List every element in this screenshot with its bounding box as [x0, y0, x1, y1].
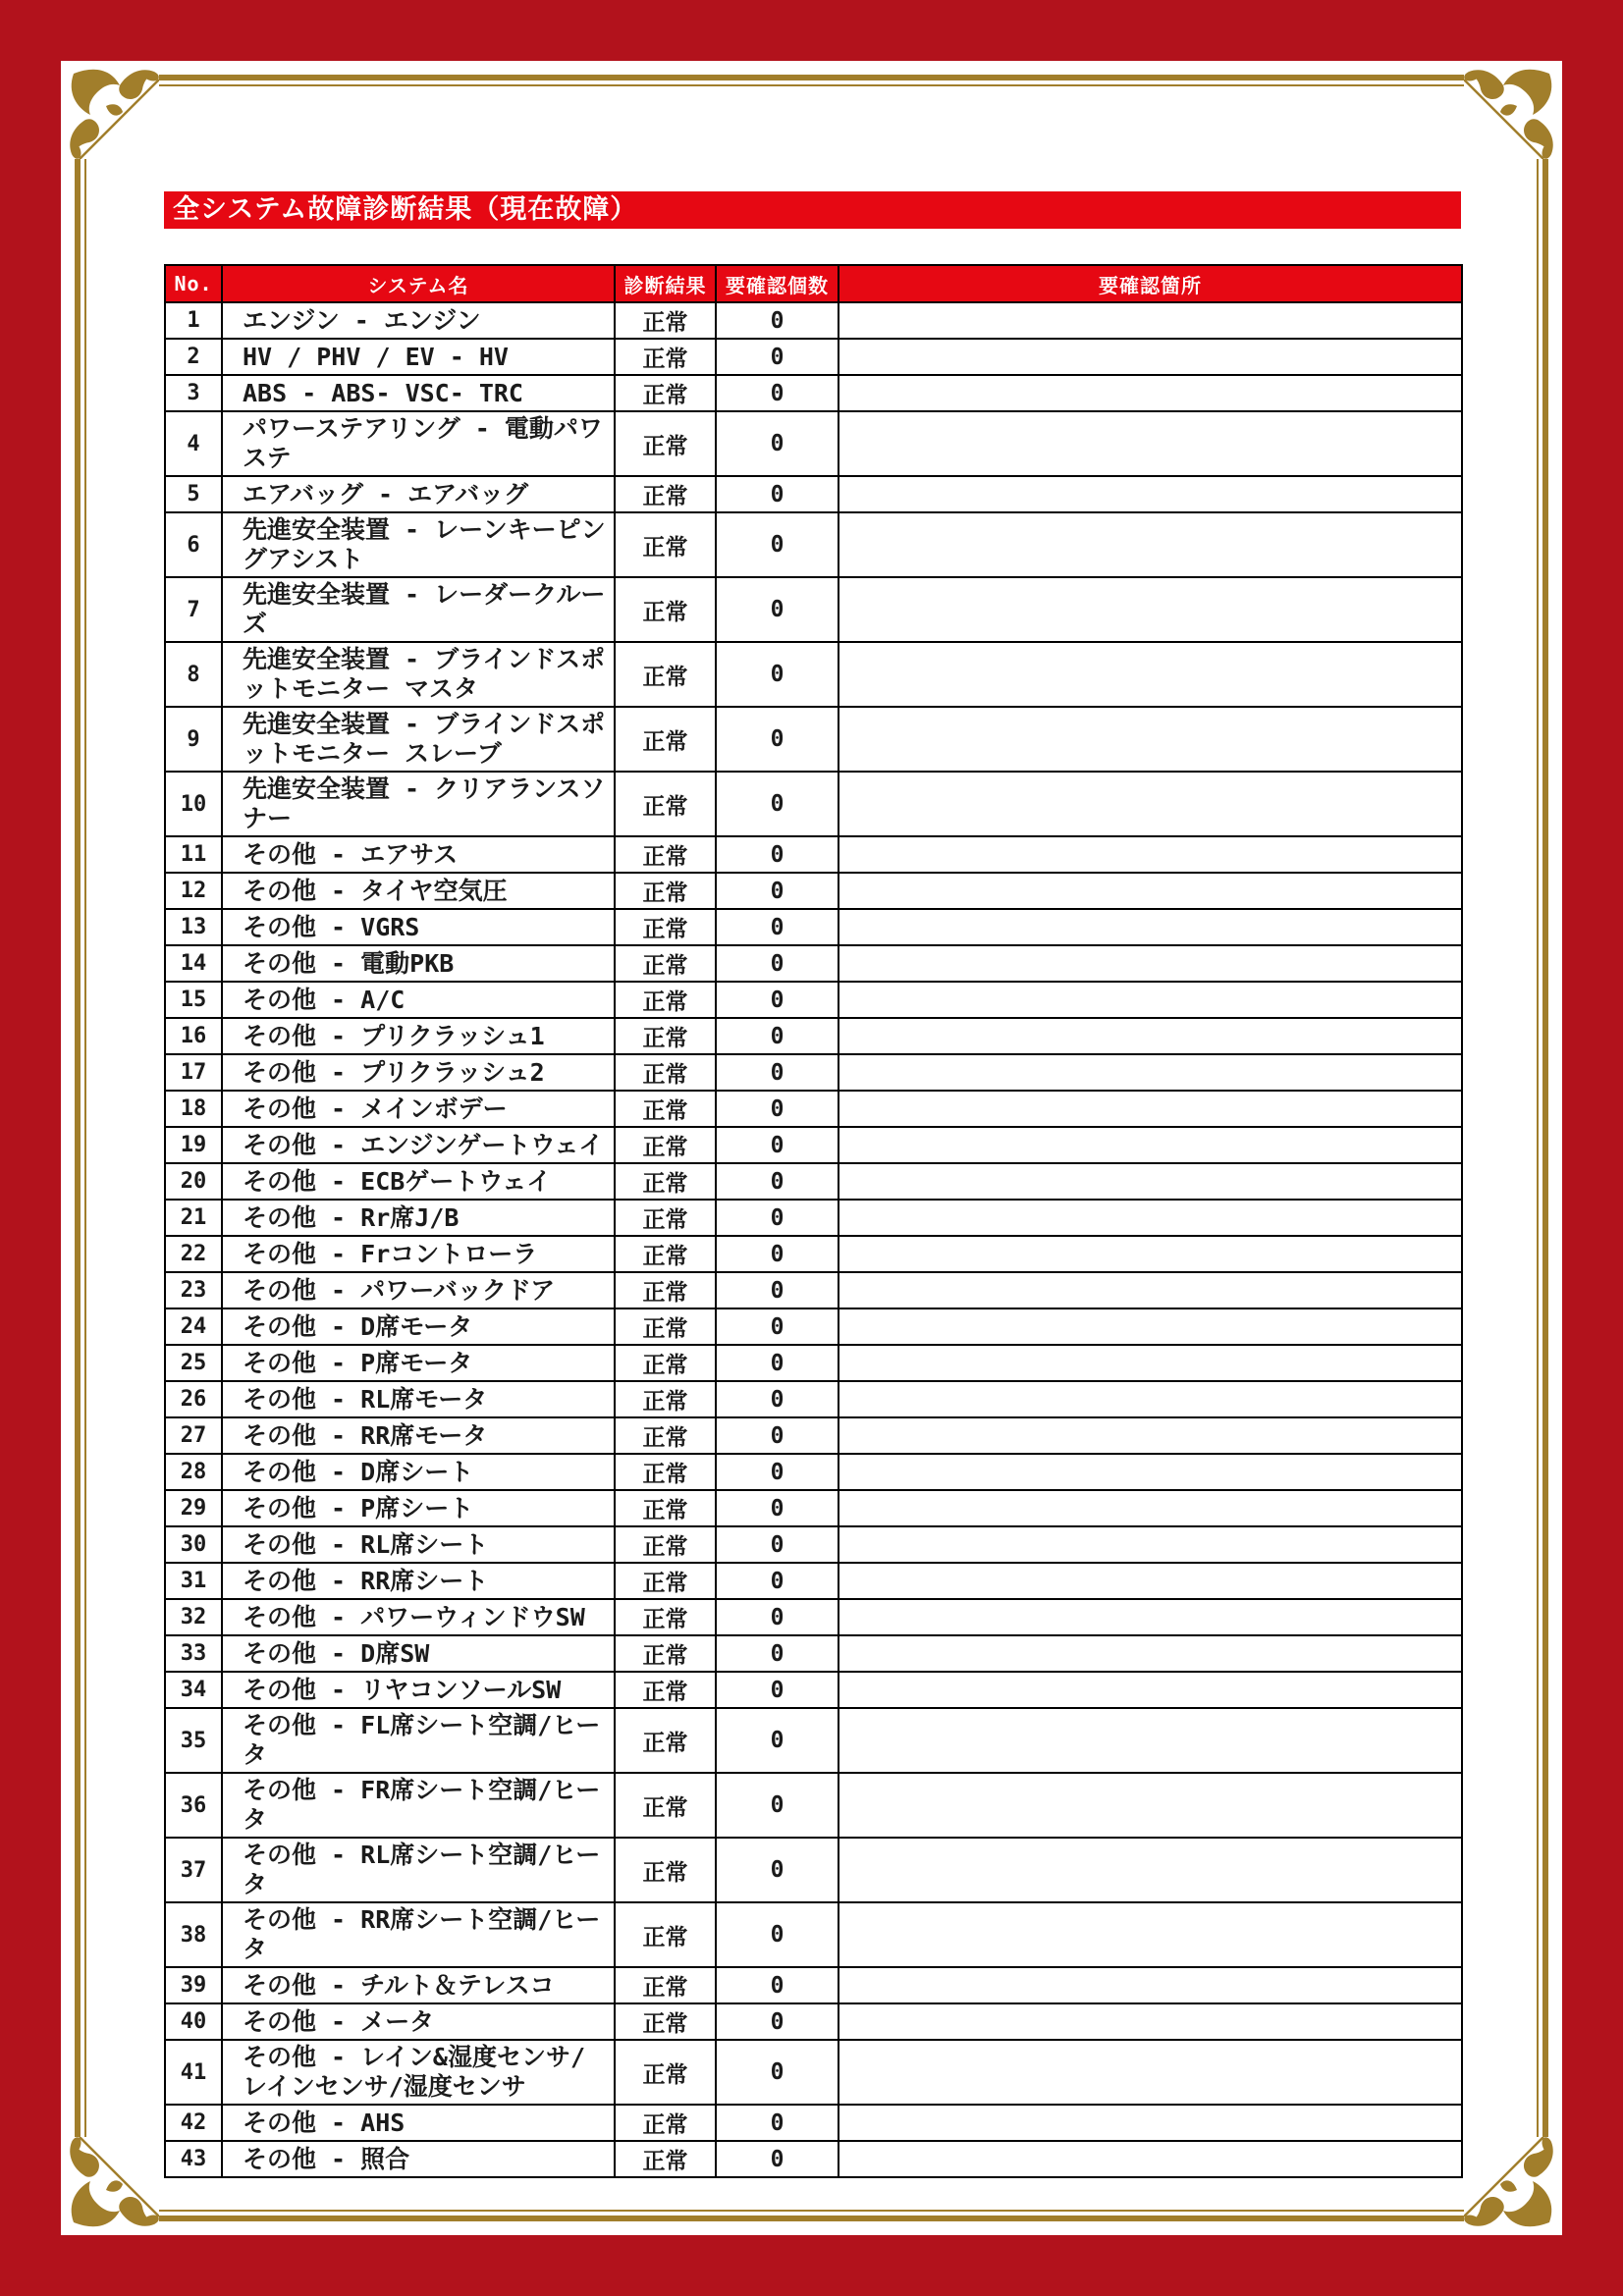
system-name-cell: その他 - VGRS: [222, 909, 615, 945]
check-location-cell: [839, 909, 1462, 945]
diagnosis-result-cell: 正常: [615, 476, 716, 512]
check-location-cell: [839, 1127, 1462, 1163]
diagnosis-result-cell: 正常: [615, 1773, 716, 1838]
system-name-cell: その他 - タイヤ空気圧: [222, 873, 615, 909]
row-number-cell: 42: [165, 2105, 222, 2141]
diagnosis-result-cell: 正常: [615, 1381, 716, 1417]
table-row: [165, 577, 1462, 642]
check-count-cell: 0: [716, 1236, 839, 1272]
check-count-cell: 0: [716, 1773, 839, 1838]
check-location-cell: [839, 1490, 1462, 1526]
system-name-cell: その他 - Frコントローラ: [222, 1236, 615, 1272]
diagnosis-result-cell: 正常: [615, 411, 716, 476]
check-location-cell: [839, 1200, 1462, 1236]
check-count-cell: 0: [716, 1200, 839, 1236]
check-count-cell: 0: [716, 1091, 839, 1127]
table-row: [165, 2141, 1462, 2177]
check-count-cell: 0: [716, 2040, 839, 2105]
system-name-cell: その他 - P席シート: [222, 1490, 615, 1526]
diagnosis-result-cell: 正常: [615, 1127, 716, 1163]
row-number-cell: 14: [165, 945, 222, 982]
check-count-cell: 0: [716, 1902, 839, 1967]
check-count-cell: 0: [716, 1708, 839, 1773]
diagnosis-result-cell: 正常: [615, 772, 716, 836]
check-count-cell: 0: [716, 1967, 839, 2003]
table-header-row: [165, 265, 1462, 302]
table-row: [165, 1902, 1462, 1967]
check-count-cell: 0: [716, 1417, 839, 1454]
diagnosis-result-cell: 正常: [615, 909, 716, 945]
table-header: [165, 265, 1462, 302]
table-row: [165, 1417, 1462, 1454]
check-location-cell: [839, 1526, 1462, 1563]
check-location-cell: [839, 2105, 1462, 2141]
table-row: [165, 1635, 1462, 1672]
diagnosis-result-cell: 正常: [615, 1163, 716, 1200]
table-row: [165, 1308, 1462, 1345]
system-name-cell: その他 - エアサス: [222, 836, 615, 873]
diagnosis-result-cell: 正常: [615, 1054, 716, 1091]
check-location-cell: [839, 2040, 1462, 2105]
row-number-cell: 19: [165, 1127, 222, 1163]
check-location-cell: [839, 1563, 1462, 1599]
row-number-cell: 21: [165, 1200, 222, 1236]
row-number-cell: 7: [165, 577, 222, 642]
diagnosis-result-cell: 正常: [615, 982, 716, 1018]
diagnosis-result-cell: 正常: [615, 1490, 716, 1526]
row-number-cell: 2: [165, 339, 222, 375]
table-row: [165, 1381, 1462, 1417]
table-row: [165, 411, 1462, 476]
table-row: [165, 1200, 1462, 1236]
check-location-cell: [839, 512, 1462, 577]
row-number-cell: 23: [165, 1272, 222, 1308]
diagnosis-result-cell: 正常: [615, 375, 716, 411]
check-count-cell: 0: [716, 339, 839, 375]
check-count-cell: 0: [716, 909, 839, 945]
header-check-count: 要確認個数: [716, 265, 839, 302]
row-number-cell: 26: [165, 1381, 222, 1417]
system-name-cell: 先進安全装置 - ブラインドスポットモニター スレーブ: [222, 707, 615, 772]
row-number-cell: 22: [165, 1236, 222, 1272]
table-row: [165, 1163, 1462, 1200]
check-count-cell: 0: [716, 1127, 839, 1163]
diagnosis-result-cell: 正常: [615, 512, 716, 577]
check-location-cell: [839, 1967, 1462, 2003]
report-title-bar: [164, 191, 1461, 229]
diagnosis-result-cell: 正常: [615, 2003, 716, 2040]
row-number-cell: 24: [165, 1308, 222, 1345]
row-number-cell: 34: [165, 1672, 222, 1708]
system-name-cell: その他 - パワーバックドア: [222, 1272, 615, 1308]
check-count-cell: 0: [716, 642, 839, 707]
check-count-cell: 0: [716, 512, 839, 577]
system-name-cell: その他 - AHS: [222, 2105, 615, 2141]
row-number-cell: 10: [165, 772, 222, 836]
check-location-cell: [839, 2003, 1462, 2040]
table-row: [165, 2040, 1462, 2105]
row-number-cell: 4: [165, 411, 222, 476]
diagnosis-result-cell: 正常: [615, 1526, 716, 1563]
header-check-location: 要確認箇所: [839, 265, 1462, 302]
diagnosis-result-cell: 正常: [615, 836, 716, 873]
check-location-cell: [839, 375, 1462, 411]
system-name-cell: その他 - RL席モータ: [222, 1381, 615, 1417]
row-number-cell: 13: [165, 909, 222, 945]
row-number-cell: 30: [165, 1526, 222, 1563]
system-name-cell: その他 - チルト＆テレスコ: [222, 1967, 615, 2003]
diagnosis-result-cell: 正常: [615, 1967, 716, 2003]
check-count-cell: 0: [716, 1838, 839, 1902]
row-number-cell: 5: [165, 476, 222, 512]
table-row: [165, 512, 1462, 577]
system-name-cell: その他 - プリクラッシュ2: [222, 1054, 615, 1091]
diagnosis-table: [164, 264, 1463, 2178]
table-row: [165, 375, 1462, 411]
check-location-cell: [839, 707, 1462, 772]
table-row: [165, 302, 1462, 339]
check-location-cell: [839, 1902, 1462, 1967]
row-number-cell: 17: [165, 1054, 222, 1091]
check-location-cell: [839, 1236, 1462, 1272]
system-name-cell: その他 - RL席シート空調/ヒータ: [222, 1838, 615, 1902]
row-number-cell: 28: [165, 1454, 222, 1490]
check-location-cell: [839, 1708, 1462, 1773]
check-location-cell: [839, 945, 1462, 982]
diagnosis-result-cell: 正常: [615, 1018, 716, 1054]
row-number-cell: 16: [165, 1018, 222, 1054]
check-count-cell: 0: [716, 1672, 839, 1708]
row-number-cell: 35: [165, 1708, 222, 1773]
table-row: [165, 707, 1462, 772]
header-system-name: システム名: [222, 265, 615, 302]
system-name-cell: エアバッグ - エアバッグ: [222, 476, 615, 512]
row-number-cell: 40: [165, 2003, 222, 2040]
system-name-cell: その他 - プリクラッシュ1: [222, 1018, 615, 1054]
check-location-cell: [839, 1018, 1462, 1054]
check-location-cell: [839, 1773, 1462, 1838]
check-location-cell: [839, 302, 1462, 339]
check-location-cell: [839, 1672, 1462, 1708]
table-row: [165, 2105, 1462, 2141]
check-count-cell: 0: [716, 1308, 839, 1345]
row-number-cell: 37: [165, 1838, 222, 1902]
check-count-cell: 0: [716, 1635, 839, 1672]
diagnosis-result-cell: 正常: [615, 1708, 716, 1773]
system-name-cell: その他 - RL席シート: [222, 1526, 615, 1563]
system-name-cell: その他 - RR席シート空調/ヒータ: [222, 1902, 615, 1967]
system-name-cell: その他 - FR席シート空調/ヒータ: [222, 1773, 615, 1838]
table-row: [165, 1345, 1462, 1381]
table-row: [165, 339, 1462, 375]
table-row: [165, 1054, 1462, 1091]
check-location-cell: [839, 577, 1462, 642]
table-row: [165, 1018, 1462, 1054]
check-location-cell: [839, 772, 1462, 836]
row-number-cell: 3: [165, 375, 222, 411]
check-count-cell: 0: [716, 945, 839, 982]
table-row: [165, 1563, 1462, 1599]
table-row: [165, 873, 1462, 909]
check-count-cell: 0: [716, 982, 839, 1018]
row-number-cell: 32: [165, 1599, 222, 1635]
system-name-cell: その他 - ECBゲートウェイ: [222, 1163, 615, 1200]
check-count-cell: 0: [716, 836, 839, 873]
check-count-cell: 0: [716, 1272, 839, 1308]
diagnosis-result-cell: 正常: [615, 1902, 716, 1967]
check-count-cell: 0: [716, 772, 839, 836]
table-row: [165, 1599, 1462, 1635]
check-location-cell: [839, 1163, 1462, 1200]
diagnosis-result-cell: 正常: [615, 2040, 716, 2105]
table-row: [165, 909, 1462, 945]
table-row: [165, 836, 1462, 873]
system-name-cell: その他 - レイン&湿度センサ/レインセンサ/湿度センサ: [222, 2040, 615, 2105]
system-name-cell: HV / PHV / EV - HV: [222, 339, 615, 375]
table-row: [165, 1490, 1462, 1526]
row-number-cell: 12: [165, 873, 222, 909]
row-number-cell: 11: [165, 836, 222, 873]
table-row: [165, 1272, 1462, 1308]
row-number-cell: 31: [165, 1563, 222, 1599]
table-row: [165, 1967, 1462, 2003]
check-count-cell: 0: [716, 2105, 839, 2141]
check-count-cell: 0: [716, 1163, 839, 1200]
check-count-cell: 0: [716, 1490, 839, 1526]
check-location-cell: [839, 411, 1462, 476]
table-row: [165, 1838, 1462, 1902]
check-location-cell: [839, 642, 1462, 707]
system-name-cell: その他 - リヤコンソールSW: [222, 1672, 615, 1708]
system-name-cell: その他 - A/C: [222, 982, 615, 1018]
system-name-cell: 先進安全装置 - レーンキーピングアシスト: [222, 512, 615, 577]
check-location-cell: [839, 836, 1462, 873]
check-location-cell: [839, 476, 1462, 512]
check-location-cell: [839, 1635, 1462, 1672]
diagnosis-result-cell: 正常: [615, 873, 716, 909]
system-name-cell: その他 - 電動PKB: [222, 945, 615, 982]
check-location-cell: [839, 339, 1462, 375]
table-row: [165, 1454, 1462, 1490]
check-location-cell: [839, 1838, 1462, 1902]
diagnosis-result-cell: 正常: [615, 1345, 716, 1381]
diagnosis-result-cell: 正常: [615, 1308, 716, 1345]
check-count-cell: 0: [716, 476, 839, 512]
system-name-cell: 先進安全装置 - レーダークルーズ: [222, 577, 615, 642]
page-title: 全システム故障診断結果（現在故障）: [173, 194, 638, 225]
diagnosis-table-body: [165, 302, 1462, 2177]
check-location-cell: [839, 1091, 1462, 1127]
system-name-cell: その他 - 照合: [222, 2141, 615, 2177]
diagnosis-result-cell: 正常: [615, 642, 716, 707]
check-count-cell: 0: [716, 707, 839, 772]
diagnosis-result-cell: 正常: [615, 339, 716, 375]
row-number-cell: 27: [165, 1417, 222, 1454]
diagnosis-result-cell: 正常: [615, 707, 716, 772]
diagnosis-result-cell: 正常: [615, 1635, 716, 1672]
table-row: [165, 642, 1462, 707]
row-number-cell: 1: [165, 302, 222, 339]
diagnosis-result-cell: 正常: [615, 1672, 716, 1708]
check-count-cell: 0: [716, 2141, 839, 2177]
diagnosis-result-cell: 正常: [615, 1563, 716, 1599]
table-row: [165, 2003, 1462, 2040]
diagnosis-result-cell: 正常: [615, 577, 716, 642]
diagnosis-result-cell: 正常: [615, 1200, 716, 1236]
diagnosis-result-cell: 正常: [615, 2141, 716, 2177]
row-number-cell: 8: [165, 642, 222, 707]
table-row: [165, 1708, 1462, 1773]
check-location-cell: [839, 1345, 1462, 1381]
check-location-cell: [839, 1308, 1462, 1345]
system-name-cell: その他 - RR席シート: [222, 1563, 615, 1599]
system-name-cell: ABS - ABS- VSC- TRC: [222, 375, 615, 411]
table-row: [165, 982, 1462, 1018]
check-count-cell: 0: [716, 1345, 839, 1381]
system-name-cell: パワーステアリング - 電動パワステ: [222, 411, 615, 476]
header-diagnosis-result: 診断結果: [615, 265, 716, 302]
diagnosis-result-cell: 正常: [615, 302, 716, 339]
check-count-cell: 0: [716, 411, 839, 476]
check-count-cell: 0: [716, 1018, 839, 1054]
system-name-cell: その他 - D席シート: [222, 1454, 615, 1490]
system-name-cell: その他 - メインボデー: [222, 1091, 615, 1127]
check-count-cell: 0: [716, 1454, 839, 1490]
table-row: [165, 1773, 1462, 1838]
check-count-cell: 0: [716, 1599, 839, 1635]
table-row: [165, 1127, 1462, 1163]
check-count-cell: 0: [716, 1563, 839, 1599]
row-number-cell: 36: [165, 1773, 222, 1838]
corner-ornament-icon: [61, 2137, 159, 2235]
diagnosis-result-cell: 正常: [615, 1272, 716, 1308]
system-name-cell: その他 - パワーウィンドウSW: [222, 1599, 615, 1635]
row-number-cell: 15: [165, 982, 222, 1018]
check-location-cell: [839, 2141, 1462, 2177]
corner-ornament-icon: [1464, 61, 1562, 159]
check-location-cell: [839, 1599, 1462, 1635]
system-name-cell: 先進安全装置 - ブラインドスポットモニター マスタ: [222, 642, 615, 707]
system-name-cell: その他 - メータ: [222, 2003, 615, 2040]
row-number-cell: 29: [165, 1490, 222, 1526]
check-count-cell: 0: [716, 1054, 839, 1091]
row-number-cell: 43: [165, 2141, 222, 2177]
row-number-cell: 38: [165, 1902, 222, 1967]
diagnosis-result-cell: 正常: [615, 1236, 716, 1272]
row-number-cell: 33: [165, 1635, 222, 1672]
table-row: [165, 1091, 1462, 1127]
system-name-cell: その他 - P席モータ: [222, 1345, 615, 1381]
system-name-cell: その他 - D席SW: [222, 1635, 615, 1672]
table-row: [165, 1672, 1462, 1708]
system-name-cell: その他 - Rr席J/B: [222, 1200, 615, 1236]
table-row: [165, 1236, 1462, 1272]
diagnosis-result-cell: 正常: [615, 945, 716, 982]
table-row: [165, 945, 1462, 982]
check-count-cell: 0: [716, 1526, 839, 1563]
diagnosis-result-cell: 正常: [615, 1838, 716, 1902]
check-location-cell: [839, 1417, 1462, 1454]
system-name-cell: その他 - RR席モータ: [222, 1417, 615, 1454]
diagnosis-result-cell: 正常: [615, 1417, 716, 1454]
diagnosis-result-cell: 正常: [615, 1599, 716, 1635]
system-name-cell: その他 - FL席シート空調/ヒータ: [222, 1708, 615, 1773]
row-number-cell: 25: [165, 1345, 222, 1381]
check-count-cell: 0: [716, 873, 839, 909]
corner-ornament-icon: [1464, 2137, 1562, 2235]
system-name-cell: その他 - エンジンゲートウェイ: [222, 1127, 615, 1163]
table-row: [165, 772, 1462, 836]
diagnosis-result-cell: 正常: [615, 1454, 716, 1490]
system-name-cell: 先進安全装置 - クリアランスソナー: [222, 772, 615, 836]
check-location-cell: [839, 1381, 1462, 1417]
check-location-cell: [839, 1454, 1462, 1490]
corner-ornament-icon: [61, 61, 159, 159]
check-location-cell: [839, 873, 1462, 909]
diagnosis-result-cell: 正常: [615, 1091, 716, 1127]
system-name-cell: エンジン - エンジン: [222, 302, 615, 339]
check-count-cell: 0: [716, 1381, 839, 1417]
diagnosis-result-cell: 正常: [615, 2105, 716, 2141]
table-row: [165, 476, 1462, 512]
check-count-cell: 0: [716, 577, 839, 642]
row-number-cell: 9: [165, 707, 222, 772]
row-number-cell: 18: [165, 1091, 222, 1127]
row-number-cell: 41: [165, 2040, 222, 2105]
header-no: No.: [165, 265, 222, 302]
row-number-cell: 39: [165, 1967, 222, 2003]
check-count-cell: 0: [716, 375, 839, 411]
check-count-cell: 0: [716, 302, 839, 339]
check-location-cell: [839, 1054, 1462, 1091]
table-row: [165, 1526, 1462, 1563]
check-count-cell: 0: [716, 2003, 839, 2040]
check-location-cell: [839, 982, 1462, 1018]
row-number-cell: 6: [165, 512, 222, 577]
row-number-cell: 20: [165, 1163, 222, 1200]
system-name-cell: その他 - D席モータ: [222, 1308, 615, 1345]
check-location-cell: [839, 1272, 1462, 1308]
